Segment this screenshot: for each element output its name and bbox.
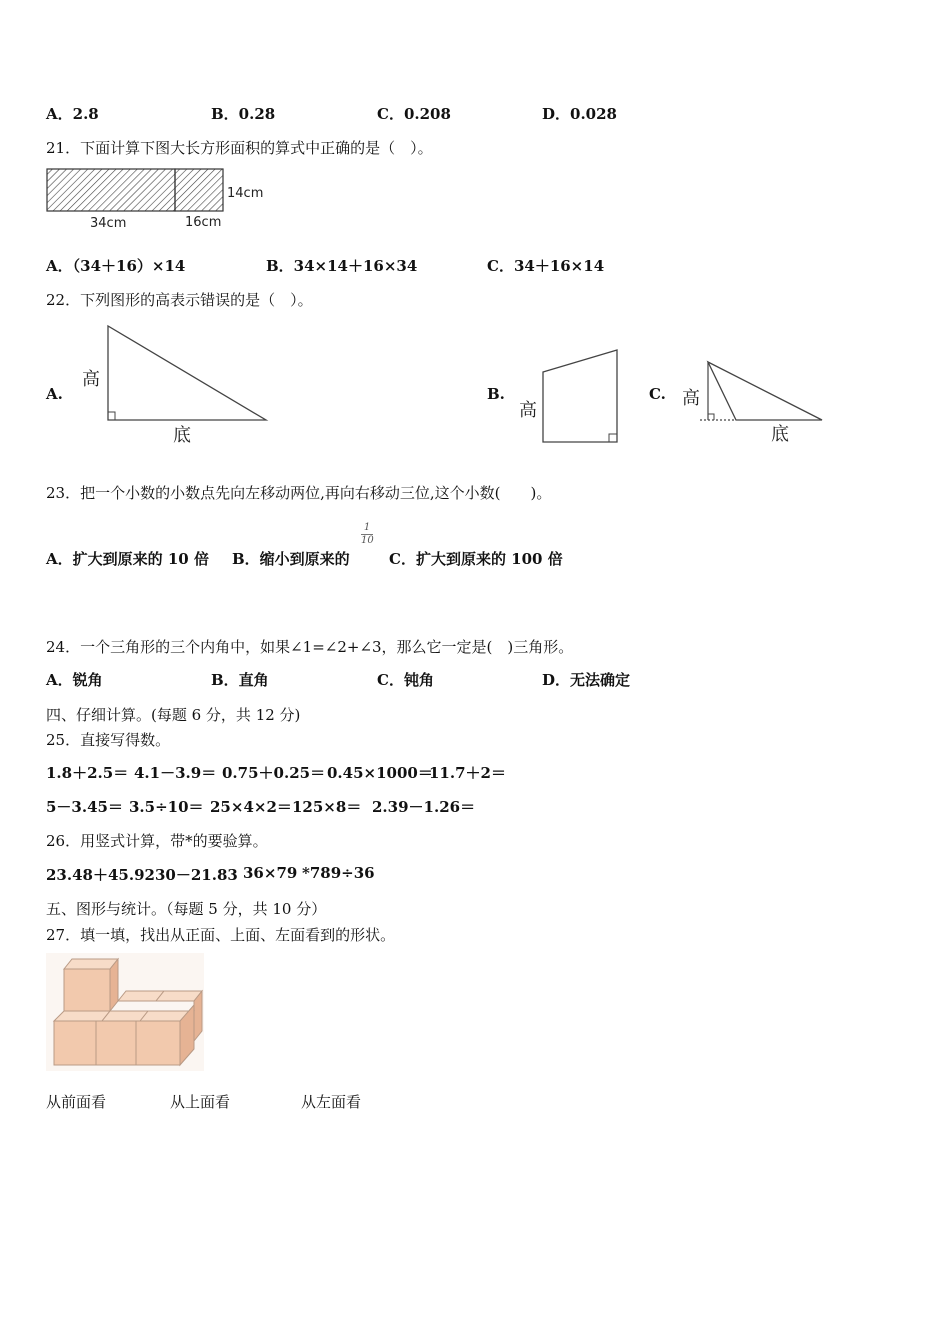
q22-figure-b <box>515 346 625 446</box>
cube-front-face <box>64 969 110 1011</box>
q21-left-width-label: 34cm <box>90 216 127 231</box>
q22-stem: 22．下列图形的高表示错误的是（ ）。 <box>46 291 313 309</box>
q24-option-c: C．钝角 <box>377 671 434 689</box>
q27-view-top: 从上面看 <box>170 1093 231 1111</box>
q22-b-gao-label: 高 <box>519 400 537 421</box>
q27-cube-figure <box>46 953 206 1071</box>
q22-figure-a <box>78 322 278 447</box>
cube-front-face <box>96 1021 140 1065</box>
q22-option-a: A. <box>46 385 63 403</box>
q26-item: *789÷36 <box>302 864 375 882</box>
q27-view-front: 从前面看 <box>46 1093 107 1111</box>
q25-item: 3.5÷10＝ <box>129 798 204 816</box>
q23-option-c: C．扩大到原来的 100 倍 <box>389 550 563 568</box>
q26-stem: 26．用竖式计算，带*的要验算。 <box>46 832 268 850</box>
q26-item: 23.48＋45.92 <box>46 866 155 884</box>
q20-option-c: C．0.208 <box>377 105 451 123</box>
q24-option-b: B．直角 <box>211 671 269 689</box>
q23-option-a: A．扩大到原来的 10 倍 <box>46 550 209 568</box>
q25-item: 5－3.45＝ <box>46 798 123 816</box>
cube-front-face <box>54 1021 100 1065</box>
q23-fraction <box>361 522 373 547</box>
q26-item: 30－21.83 <box>155 866 238 884</box>
q21-rectangle-figure <box>46 168 276 232</box>
q21-option-c: C．34＋16×14 <box>487 257 605 275</box>
q25-item: 1.8＋2.5＝ <box>46 764 129 782</box>
q20-option-b: B．0.28 <box>211 105 276 123</box>
cube-top-face <box>64 959 118 969</box>
q21-right-rect <box>175 169 223 211</box>
q22-figure-c <box>680 358 830 448</box>
section-4-title: 四、仔细计算。(每题 6 分，共 12 分) <box>46 706 301 724</box>
q25-item: 0.45×1000＝ <box>327 764 433 782</box>
q23-option-b: B．缩小到原来的 <box>232 550 350 568</box>
q26-item: 36×79 <box>243 864 298 882</box>
q24-option-a: A．锐角 <box>46 671 103 689</box>
q21-height-label: 14cm <box>227 186 264 201</box>
q20-option-a: A．2.8 <box>46 105 99 123</box>
cube-front-face <box>136 1021 180 1065</box>
q22-option-b: B. <box>487 385 505 403</box>
q20-option-d: D．0.028 <box>542 105 617 123</box>
q24-stem: 24．一个三角形的三个内角中，如果∠1=∠2+∠3，那么它一定是( )三角形。 <box>46 638 574 656</box>
q21-left-rect <box>47 169 175 211</box>
q22-c-di-label: 底 <box>771 424 789 445</box>
q21-option-a: A．（34＋16）×14 <box>46 257 186 275</box>
q25-item: 0.75＋0.25＝ <box>222 764 326 782</box>
q21-stem: 21．下面计算下图大长方形面积的算式中正确的是（ ）。 <box>46 139 433 157</box>
q25-item: 4.1－3.9＝ <box>134 764 217 782</box>
q25-item: 25×4×2＝ <box>210 798 292 816</box>
q21-right-width-label: 16cm <box>185 215 222 230</box>
q27-stem: 27．填一填，找出从正面、上面、左面看到的形状。 <box>46 926 396 944</box>
q25-item: 2.39－1.26＝ <box>372 798 476 816</box>
q23-fraction-denominator: 10 <box>361 535 374 546</box>
q23-stem: 23．把一个小数的小数点先向左移动两位,再向右移动三位,这个小数( )。 <box>46 484 552 502</box>
q23-fraction-numerator: 1 <box>363 522 371 533</box>
q27-view-left: 从左面看 <box>301 1093 362 1111</box>
section-5-title: 五、图形与统计。（每题 5 分，共 10 分） <box>46 900 327 918</box>
q22-a-di-label: 底 <box>173 425 191 446</box>
q25-item: 125×8＝ <box>292 798 362 816</box>
q22-a-gao-label: 高 <box>82 369 100 390</box>
q21-option-b: B．34×14＋16×34 <box>266 257 418 275</box>
q22-option-c: C. <box>649 385 666 403</box>
q24-option-d: D．无法确定 <box>542 671 631 689</box>
q22-c-gao-label: 高 <box>682 388 700 409</box>
q25-stem: 25．直接写得数。 <box>46 731 171 749</box>
q25-item: 11.7＋2＝ <box>429 764 506 782</box>
cube-side-face <box>110 959 118 1011</box>
